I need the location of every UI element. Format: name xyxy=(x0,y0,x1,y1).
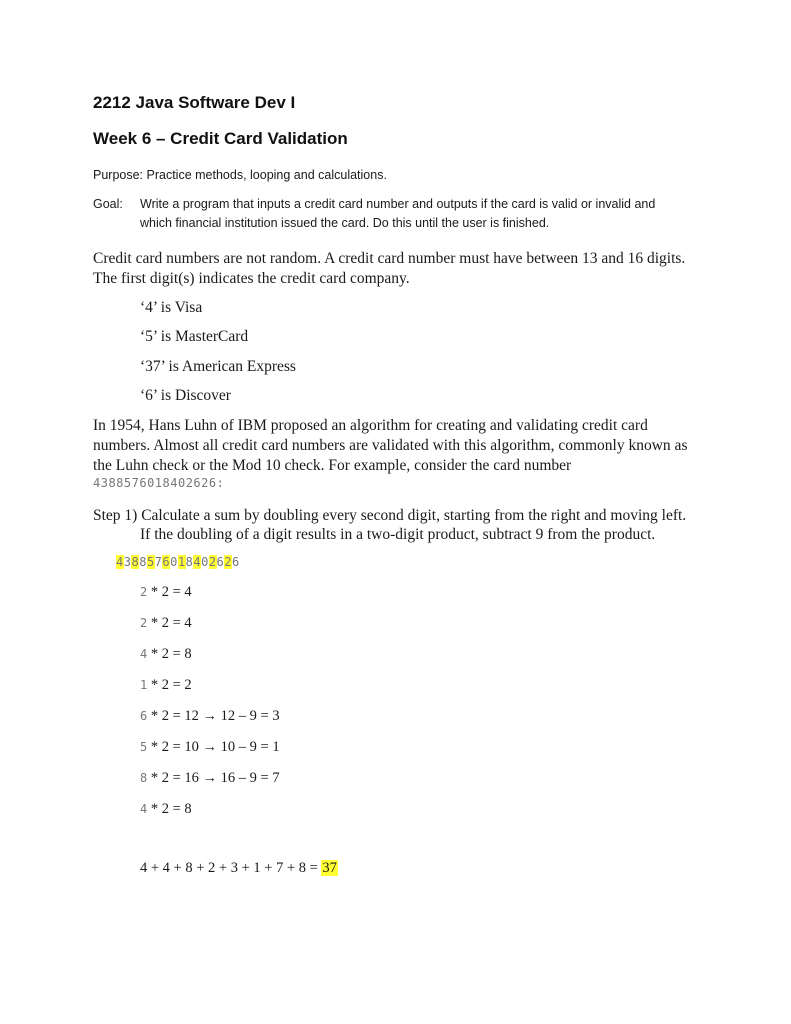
calculation-digit: 5 xyxy=(140,740,148,754)
prefix-amex: ‘37’ is American Express xyxy=(140,358,296,375)
calculation-text: * 2 = 12 → 12 – 9 = 3 xyxy=(147,708,280,724)
calculation-text: * 2 = 8 xyxy=(147,646,192,662)
calculation-digit: 4 xyxy=(140,647,148,661)
calculation-digit: 2 xyxy=(140,616,148,630)
calculation-line xyxy=(140,708,280,725)
course-title: 2212 Java Software Dev I xyxy=(93,93,296,112)
card-digit: 6 xyxy=(216,555,225,569)
intro-line-2: The first digit(s) indicates the credit card company. xyxy=(93,270,410,287)
calculation-line xyxy=(140,739,280,756)
goal-line-2: which financial institution issued the card. Do this until the user is finished. xyxy=(140,216,550,230)
goal-label: Goal: xyxy=(93,197,123,211)
card-digit: 1 xyxy=(177,555,186,569)
card-digit: 0 xyxy=(201,555,209,569)
card-digit: 7 xyxy=(154,555,163,569)
example-card-number: 4388576018402626: xyxy=(93,476,225,490)
sum-line xyxy=(140,860,338,877)
calculation-text: * 2 = 16 → 16 – 9 = 7 xyxy=(147,770,280,786)
calculation-text: * 2 = 4 xyxy=(147,615,192,631)
calculation-line xyxy=(140,801,192,818)
calculation-line xyxy=(140,770,280,787)
intro-line-1: Credit card numbers are not random. A credit card number must have between 13 and 16 digits. xyxy=(93,250,686,267)
card-digit: 6 xyxy=(162,555,171,569)
luhn-line-2: numbers. Almost all credit card numbers are validated with this algorithm, commonly known as xyxy=(93,437,688,454)
calculation-text: * 2 = 10 → 10 – 9 = 1 xyxy=(147,739,280,755)
calculation-digit: 8 xyxy=(140,771,148,785)
card-digit: 2 xyxy=(208,555,217,569)
sum-result: 37 xyxy=(322,860,337,876)
card-digit: 3 xyxy=(123,555,132,569)
calculation-line xyxy=(140,584,192,601)
calculation-digit: 1 xyxy=(140,678,148,692)
card-digit: 5 xyxy=(146,555,155,569)
card-digit: 8 xyxy=(131,555,140,569)
prefix-visa: ‘4’ is Visa xyxy=(140,299,203,316)
card-digit: 2 xyxy=(224,555,233,569)
goal-line-1: Write a program that inputs a credit card number and outputs if the card is valid or invalid and xyxy=(140,197,656,211)
card-digit: 0 xyxy=(170,555,178,569)
calculation-text: * 2 = 4 xyxy=(147,584,192,600)
calculation-digit: 6 xyxy=(140,709,148,723)
calculation-line xyxy=(140,646,192,663)
card-digit: 4 xyxy=(193,555,202,569)
card-digit: 8 xyxy=(185,555,194,569)
sum-expression: 4 + 4 + 8 + 2 + 3 + 1 + 7 + 8 = xyxy=(140,860,322,876)
card-digit: 4 xyxy=(116,555,124,569)
prefix-mastercard: ‘5’ is MasterCard xyxy=(140,328,249,345)
luhn-line-1: In 1954, Hans Luhn of IBM proposed an algorithm for creating and validating credit card xyxy=(93,417,648,434)
prefix-discover: ‘6’ is Discover xyxy=(140,387,231,404)
week-title: Week 6 – Credit Card Validation xyxy=(93,129,348,148)
step1-line-1: Step 1) Calculate a sum by doubling every second digit, starting from the right and moving left. xyxy=(93,507,687,524)
calculation-text: * 2 = 2 xyxy=(147,677,192,693)
calculation-line xyxy=(140,615,192,632)
calculation-digit: 4 xyxy=(140,802,148,816)
purpose-text: Purpose: Practice methods, looping and calculations. xyxy=(93,168,387,182)
card-digit: 6 xyxy=(232,555,240,569)
calculation-text: * 2 = 8 xyxy=(147,801,192,817)
highlighted-card-digits xyxy=(116,555,240,569)
calculation-digit: 2 xyxy=(140,585,148,599)
luhn-line-3: the Luhn check or the Mod 10 check. For example, consider the card number xyxy=(93,457,572,474)
calculation-line xyxy=(140,677,192,694)
step1-line-2: If the doubling of a digit results in a two-digit product, subtract 9 from the product. xyxy=(140,526,656,543)
card-digit: 8 xyxy=(139,555,147,569)
